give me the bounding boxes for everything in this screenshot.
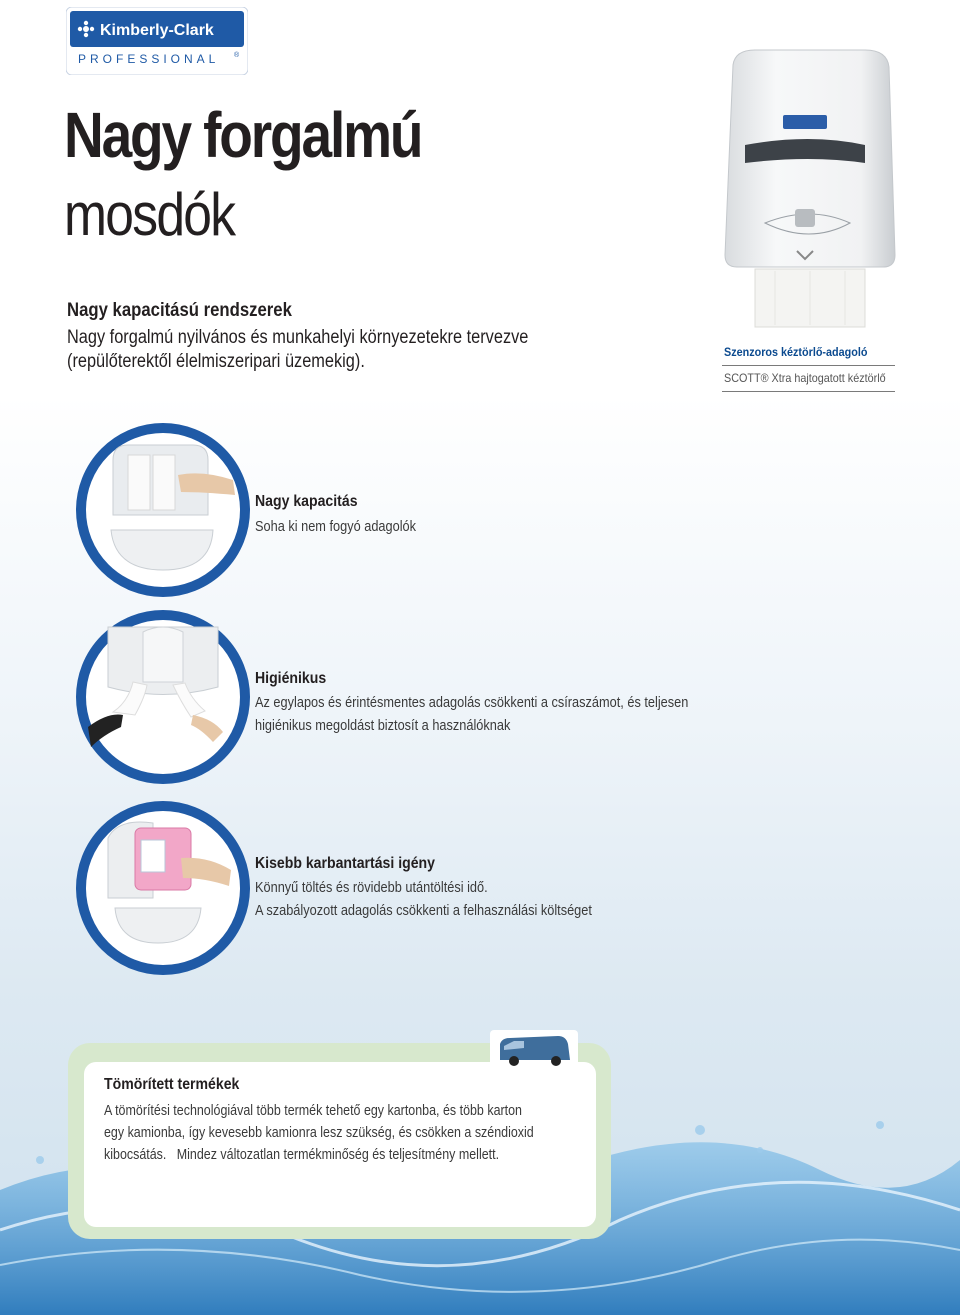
intro-heading: Nagy kapacitású rendszerek	[67, 300, 292, 321]
compact-text-line: egy kamionba, így kevesebb kamionra lesz szükség, és csökken a széndioxid	[104, 1125, 534, 1141]
easy-refill-dispenser-image	[73, 798, 253, 978]
feature-text-maintenance-line1: Könnyű töltés és rövidebb utántöltési idő.	[255, 880, 488, 896]
feature-text-maintenance-line2: A szabályozott adagolás csökkenti a felhasználási költséget	[255, 903, 592, 919]
van-icon	[490, 1030, 578, 1070]
brand-division: PROFESSIONAL	[78, 52, 220, 66]
compact-text-line: A tömörítési technológiával több termék tehető egy kartonba, és több karton	[104, 1103, 523, 1119]
hygienic-dispenser-image	[73, 607, 253, 787]
feature-heading-hygienic: Higiénikus	[255, 670, 327, 687]
product-caption-text: SCOTT® Xtra hajtogatott kéztörlő	[724, 371, 886, 385]
brand-registered-mark: ®	[234, 52, 240, 59]
page-subtitle: mosdók	[64, 181, 235, 248]
feature-text-capacity: Soha ki nem fogyó adagolók	[255, 519, 417, 535]
brand-name: Kimberly-Clark	[100, 22, 214, 39]
feature-text-hygienic-line1: Az egylapos és érintésmentes adagolás csökkenti a csíraszámot, és teljesen	[255, 695, 689, 711]
compact-text-line: kibocsátás. Mindez változatlan termékminőség és teljesítmény mellett.	[104, 1147, 500, 1163]
caption-divider	[722, 365, 895, 366]
compact-products-heading: Tömörített termékek	[104, 1076, 240, 1093]
compact-products-text	[104, 1100, 534, 1166]
feature-heading-capacity: Nagy kapacitás	[255, 493, 358, 510]
kimberly-clark-professional-logo	[66, 7, 248, 75]
feature-text-hygienic-line2: higiénikus megoldást biztosít a használóknak	[255, 718, 511, 734]
intro-text: Nagy forgalmú nyilvános és munkahelyi környezetekre tervezve (repülőterektől élelmiszeripari üzemekig).	[67, 327, 529, 372]
page-title: Nagy forgalmú	[64, 99, 422, 171]
feature-heading-maintenance: Kisebb karbantartási igény	[255, 855, 435, 872]
caption-divider	[722, 391, 895, 392]
sensor-dispenser-image	[715, 45, 905, 335]
product-caption-title: Szenzoros kéztörlő-adagoló	[724, 345, 868, 359]
high-capacity-dispenser-image	[73, 420, 253, 600]
